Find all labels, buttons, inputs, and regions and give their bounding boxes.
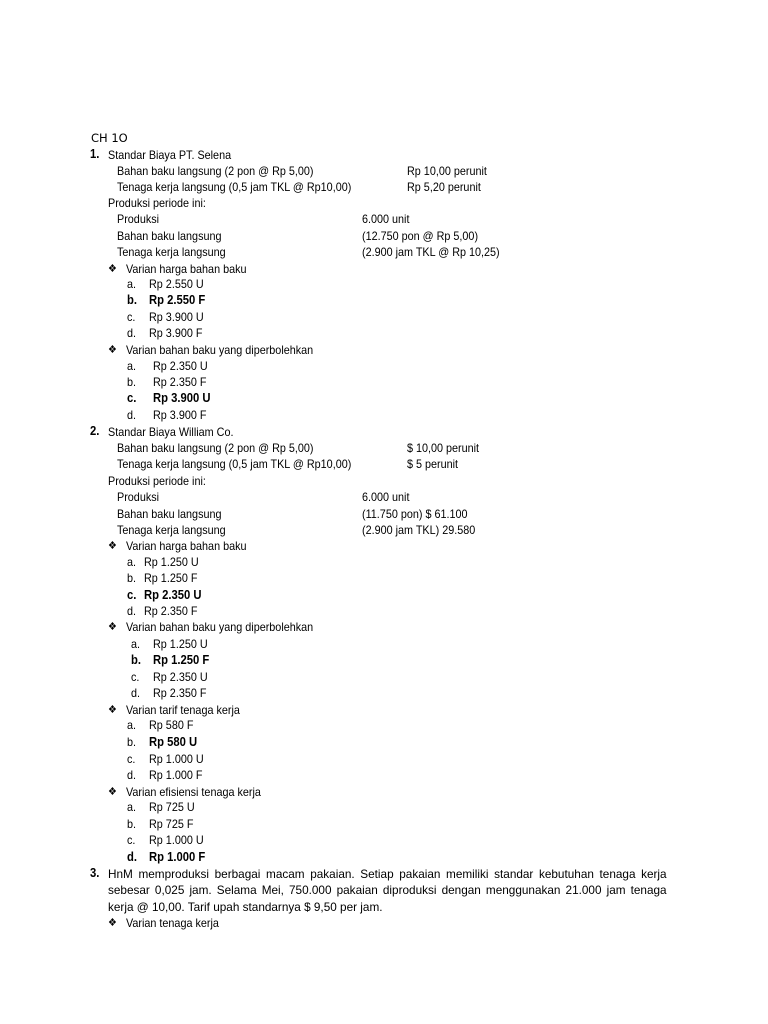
q2-title: Standar Biaya William Co.: [108, 425, 234, 439]
q2-period-label: Tenaga kerja langsung: [117, 523, 226, 537]
diamond-bullet-icon: ❖: [108, 344, 117, 356]
option-text: Rp 1.250 U: [153, 637, 208, 651]
option-text: Rp 2.350 F: [153, 375, 207, 389]
option-letter: b.: [127, 375, 137, 389]
option-letter: c.: [127, 833, 136, 847]
q2-period-value: (11.750 pon) $ 61.100: [362, 507, 468, 521]
q1-period-label: Tenaga kerja langsung: [117, 245, 226, 259]
option-text: Rp 725 U: [149, 800, 195, 814]
option-letter: d.: [127, 604, 137, 618]
option-letter: c.: [131, 670, 140, 684]
option-letter-answer: d.: [127, 850, 137, 864]
option-letter: b.: [127, 735, 137, 749]
option-letter: d.: [131, 686, 141, 700]
diamond-bullet-icon: ❖: [108, 263, 117, 275]
diamond-bullet-icon: ❖: [108, 786, 117, 798]
q2-sub-title: Varian efisiensi tenaga kerja: [126, 785, 261, 799]
option-letter: d.: [127, 326, 137, 340]
option-letter-answer: b.: [131, 653, 141, 667]
q1-sub-title: Varian harga bahan baku: [126, 262, 247, 276]
option-text: Rp 1.000 U: [149, 833, 204, 847]
option-text: Rp 2.350 U: [153, 670, 208, 684]
diamond-bullet-icon: ❖: [108, 704, 117, 716]
option-text-answer: Rp 580 U: [149, 735, 198, 749]
q1-sub-title: Varian bahan baku yang diperbolehkan: [126, 343, 314, 357]
q2-period-title: Produksi periode ini:: [108, 474, 206, 488]
option-letter: c.: [127, 752, 136, 766]
q1-std-label: Bahan baku langsung (2 pon @ Rp 5,00): [117, 164, 314, 178]
q2-period-value: (2.900 jam TKL) 29.580: [362, 523, 476, 537]
option-letter: a.: [127, 359, 137, 373]
q2-period-value: 6.000 unit: [362, 490, 410, 504]
q2-sub-title: Varian tarif tenaga kerja: [126, 703, 240, 717]
option-letter-answer: b.: [127, 293, 137, 307]
option-text-answer: Rp 3.900 U: [153, 391, 211, 405]
q1-period-title: Produksi periode ini:: [108, 196, 206, 210]
option-letter: b.: [127, 571, 137, 585]
q2-std-value: $ 5 perunit: [407, 457, 459, 471]
q1-period-label: Produksi: [117, 212, 160, 226]
q1-std-label: Tenaga kerja langsung (0,5 jam TKL @ Rp10,00): [117, 180, 352, 194]
q2-std-value: $ 10,00 perunit: [407, 441, 480, 455]
option-letter: c.: [127, 310, 136, 324]
option-text: Rp 2.350 F: [153, 686, 207, 700]
option-letter-answer: c.: [127, 391, 137, 405]
option-text: Rp 1.250 F: [144, 571, 198, 585]
q1-std-value: Rp 10,00 perunit: [407, 164, 487, 178]
option-letter: a.: [127, 555, 137, 569]
option-text: Rp 1.000 U: [149, 752, 204, 766]
chapter-header: CH 1O: [91, 131, 128, 145]
q2-sub-title: Varian harga bahan baku: [126, 539, 247, 553]
q2-sub-title: Varian bahan baku yang diperbolehkan: [126, 620, 314, 634]
option-text: Rp 3.900 F: [153, 408, 207, 422]
option-text: Rp 2.350 U: [153, 359, 208, 373]
q2-number: 2.: [90, 424, 100, 438]
q1-title: Standar Biaya PT. Selena: [108, 148, 232, 162]
q1-period-value: 6.000 unit: [362, 212, 410, 226]
q1-period-label: Bahan baku langsung: [117, 229, 222, 243]
option-text: Rp 1.000 F: [149, 768, 203, 782]
option-letter-answer: c.: [127, 588, 137, 602]
q1-number: 1.: [90, 147, 100, 161]
option-letter: d.: [127, 408, 137, 422]
q2-period-label: Bahan baku langsung: [117, 507, 222, 521]
option-letter: a.: [127, 277, 137, 291]
option-letter: d.: [127, 768, 137, 782]
q3-number: 3.: [90, 866, 100, 880]
option-letter: a.: [127, 718, 137, 732]
option-text-answer: Rp 2.350 U: [144, 588, 202, 602]
q3-paragraph: HnM memproduksi berbagai macam pakaian. Setiap pakaian memiliki standar kebutuhan tenaga kerja sebesar 0,025 jam. Selama Mei, 750.000 pakaian diproduksi dengan menggunakan 21.000 jam tenaga kerja @ 10,00. Tarif upah standarnya $ 9,50 per jam.: [108, 867, 667, 914]
option-text: Rp 580 F: [149, 718, 194, 732]
option-letter: a.: [131, 637, 141, 651]
option-text-answer: Rp 1.000 F: [149, 850, 206, 864]
q1-std-value: Rp 5,20 perunit: [407, 180, 481, 194]
q2-std-label: Bahan baku langsung (2 pon @ Rp 5,00): [117, 441, 314, 455]
option-letter: b.: [127, 817, 137, 831]
option-text: Rp 2.350 F: [144, 604, 198, 618]
diamond-bullet-icon: ❖: [108, 917, 117, 929]
q1-period-value: (12.750 pon @ Rp 5,00): [362, 229, 479, 243]
q2-period-label: Produksi: [117, 490, 160, 504]
diamond-bullet-icon: ❖: [108, 621, 117, 633]
option-text-answer: Rp 1.250 F: [153, 653, 210, 667]
option-text: Rp 3.900 F: [149, 326, 203, 340]
diamond-bullet-icon: ❖: [108, 540, 117, 552]
option-text: Rp 2.550 U: [149, 277, 204, 291]
option-text: Rp 1.250 U: [144, 555, 199, 569]
q3-sub-title: Varian tenaga kerja: [126, 916, 219, 930]
option-letter: a.: [127, 800, 137, 814]
q2-std-label: Tenaga kerja langsung (0,5 jam TKL @ Rp10,00): [117, 457, 352, 471]
q1-period-value: (2.900 jam TKL @ Rp 10,25): [362, 245, 500, 259]
option-text: Rp 725 F: [149, 817, 194, 831]
option-text: Rp 3.900 U: [149, 310, 204, 324]
option-text-answer: Rp 2.550 F: [149, 293, 206, 307]
